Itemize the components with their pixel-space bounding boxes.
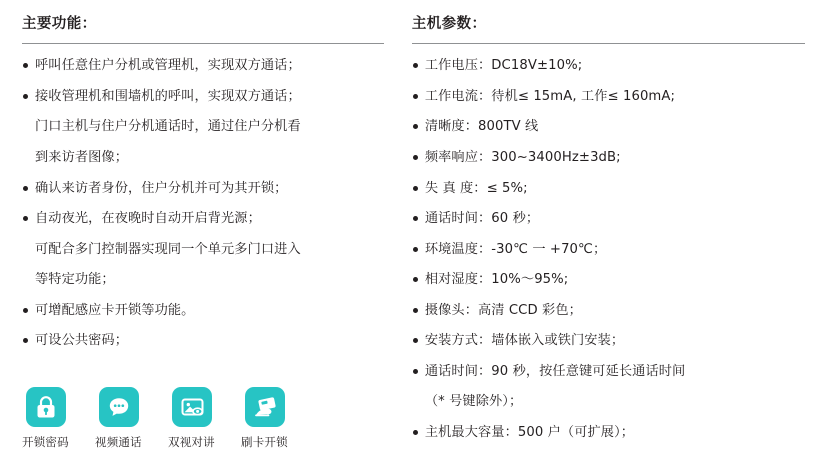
- list-item: 呼叫任意住户分机或管理机，实现双方通话；: [22, 56, 384, 76]
- lock-key-icon: [26, 387, 66, 427]
- list-item: 工作电压：DC18V±10%;: [412, 56, 805, 76]
- list-item: 通话时间：90 秒，按任意键可延长通话时间: [412, 362, 805, 382]
- list-item: 门口主机与住户分机通话时，通过住户分机看: [35, 119, 301, 135]
- feature-label: 视频通话: [95, 435, 142, 450]
- host-parameters-title: 主机参数：: [411, 16, 487, 32]
- main-functions-column: [22, 14, 394, 362]
- feature-item-card-swipe: [241, 387, 314, 450]
- list-item: 等特定功能；: [35, 272, 115, 288]
- left-divider: [22, 43, 384, 44]
- list-item: 可设公共密码；: [22, 331, 384, 351]
- feature-icon-row: [22, 387, 314, 450]
- list-item: 失 真 度：≤ 5%;: [412, 179, 805, 199]
- list-item: 工作电流：待机≤ 15mA, 工作≤ 160mA;: [412, 87, 805, 107]
- list-item: 相对湿度：10%～95%;: [412, 270, 805, 290]
- list-item: （* 号键除外）；: [424, 394, 523, 410]
- list-item: 接收管理机和围墙机的呼叫，实现双方通话；: [22, 87, 384, 107]
- main-functions-list: [22, 56, 384, 351]
- list-item: 自动夜光，在夜晚时自动开启背光源；: [22, 209, 384, 229]
- list-item: 频率响应：300~3400Hz±3dB;: [412, 148, 805, 168]
- right-divider: [412, 43, 805, 44]
- host-parameters-column: [394, 14, 805, 454]
- host-parameters-list: [412, 56, 805, 443]
- list-item: 可配合多门控制器实现同一个单元多门口进入: [35, 241, 301, 257]
- chat-bubble-icon: [99, 387, 139, 427]
- main-functions-title: 主要功能：: [22, 16, 97, 32]
- card-swipe-icon: [245, 387, 285, 427]
- feature-item-unlock-password: [22, 387, 95, 450]
- list-item: 摄像头：高清 CCD 彩色；: [412, 301, 805, 321]
- feature-label: 开锁密码: [22, 435, 69, 450]
- feature-item-dual-view: [168, 387, 241, 450]
- list-item: 确认来访者身份，住户分机并可为其开锁；: [22, 179, 384, 199]
- list-item: 通话时间：60 秒；: [412, 209, 805, 229]
- feature-item-video-call: [95, 387, 168, 450]
- feature-label: 刷卡开锁: [241, 435, 288, 450]
- list-item: 主机最大容量：500 户（可扩展）；: [412, 423, 805, 443]
- dual-view-icon: [172, 387, 212, 427]
- feature-label: 双视对讲: [168, 435, 215, 450]
- list-item: 可增配感应卡开锁等功能。: [22, 301, 384, 321]
- list-item: 安装方式：墙体嵌入或铁门安装；: [412, 331, 805, 351]
- list-item: 清晰度：800TV 线: [412, 117, 805, 137]
- list-item: 到来访者图像；: [35, 149, 129, 165]
- list-item: 环境温度：-30℃ 一 +70℃；: [412, 240, 805, 260]
